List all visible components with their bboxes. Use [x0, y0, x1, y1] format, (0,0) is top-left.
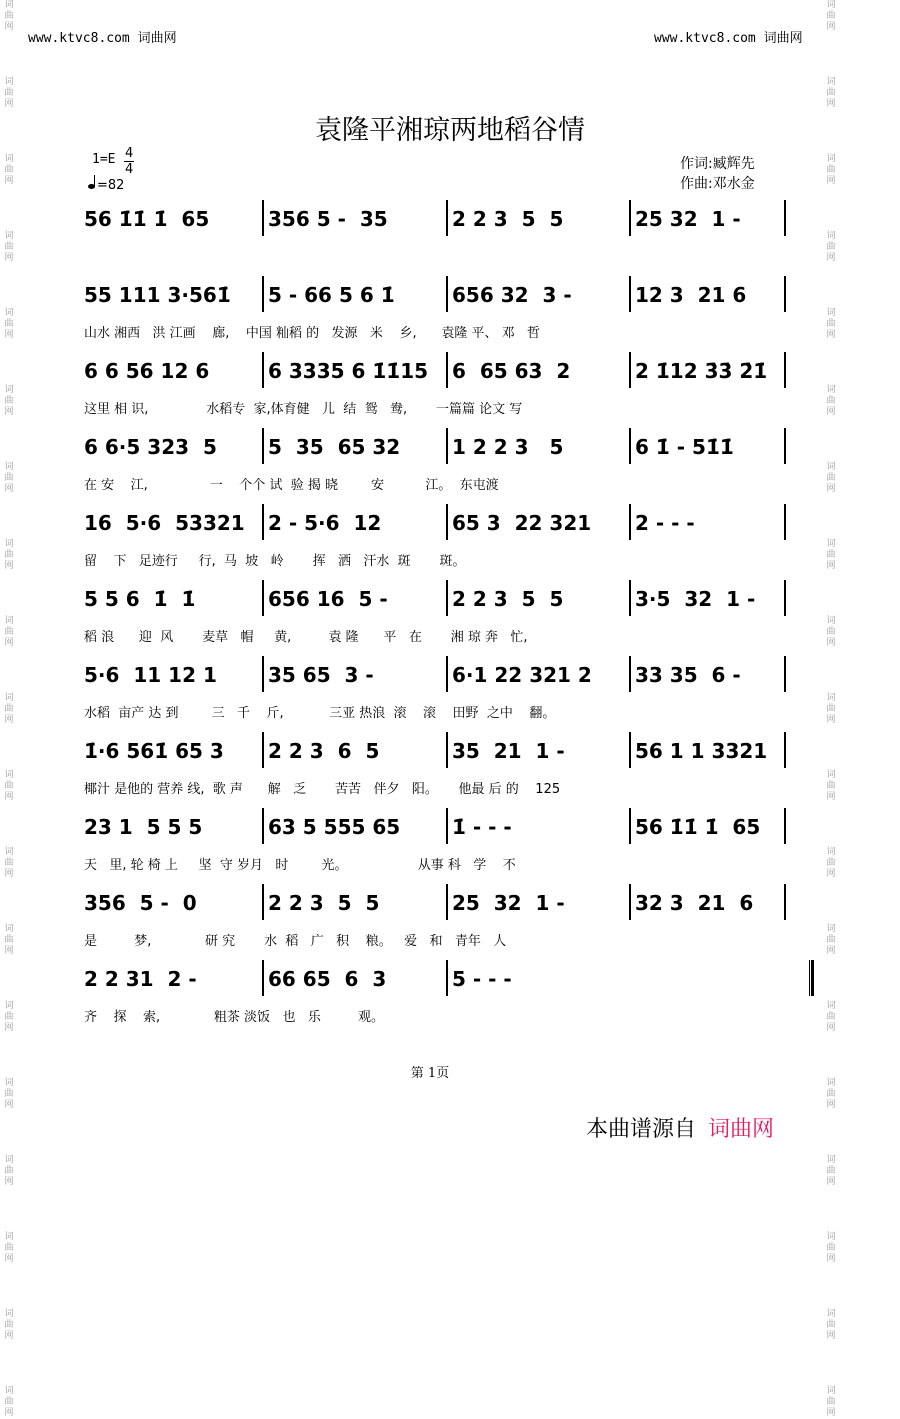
measure: 1 2 2 3 5: [452, 435, 564, 459]
barline: [262, 808, 264, 844]
measure: 5 35 65 32: [268, 435, 401, 459]
barline: [784, 580, 786, 616]
barline: [262, 276, 264, 312]
barline: [629, 580, 631, 616]
barline: [262, 656, 264, 692]
lyric-line: 稻 浪 迎 风 麦草 帽 黄, 袁 隆 平 在 湘 琼 奔 忙,: [84, 630, 528, 645]
barline: [629, 504, 631, 540]
score-row: [84, 662, 784, 702]
measure: 33 35 6 -: [635, 663, 741, 687]
measure: 6 1̇ - 51̇1̇: [635, 435, 734, 459]
barline: [629, 276, 631, 312]
score-row: [84, 890, 784, 930]
song-title: 袁隆平湘琼两地稻谷情: [315, 115, 585, 146]
barline: [629, 808, 631, 844]
barline: [446, 276, 448, 312]
measure: 2 - - -: [635, 511, 695, 535]
measure: 6·1 22 321 2: [452, 663, 592, 687]
score-row: [84, 738, 784, 778]
measure: 1̇·6 561̇ 65 3: [84, 739, 224, 763]
tempo-value: =82: [97, 178, 125, 193]
barline: [262, 732, 264, 768]
source-credit: [586, 1112, 774, 1143]
barline: [629, 656, 631, 692]
measure: 6 65 63 2: [452, 359, 571, 383]
score-row: [84, 358, 784, 398]
barline: [262, 580, 264, 616]
barline: [446, 808, 448, 844]
barline: [629, 352, 631, 388]
time-signature-top: 4: [125, 146, 134, 161]
measure: 2 2 3 5 5: [452, 207, 564, 231]
measure: 66 65 6 3: [268, 967, 387, 991]
measure: 23 1 5 5 5: [84, 815, 203, 839]
measure: 2 2 3 5 5: [268, 891, 380, 915]
barline: [262, 960, 264, 996]
measure: 6 3335 6 1̇1̇15: [268, 359, 429, 383]
measure: 65 3 22 321: [452, 511, 592, 535]
score-row: [84, 586, 784, 626]
lyric-line: 是 梦, 研 究 水 稻 广 积 粮。 爱 和 青年 人: [84, 934, 507, 949]
measure: 5 - 66 5 6 1̇: [268, 283, 395, 307]
source-brand-link[interactable]: 词曲网: [708, 1117, 775, 1142]
score-row: [84, 966, 784, 1006]
measure: 6 6 56 12 6: [84, 359, 210, 383]
barline: [262, 428, 264, 464]
measure: 6 6·5 323 5: [84, 435, 217, 459]
barline: [446, 884, 448, 920]
barline: [784, 276, 786, 312]
measure: 2 - 5·6 12: [268, 511, 382, 535]
barline: [629, 884, 631, 920]
measure: 2 2 31 2 -: [84, 967, 197, 991]
barline: [784, 428, 786, 464]
score-row: [84, 282, 784, 322]
barline: [784, 656, 786, 692]
score-body: [84, 0, 784, 1169]
barline: [784, 352, 786, 388]
barline: [629, 732, 631, 768]
measure: 5 - - -: [452, 967, 512, 991]
final-barline: [809, 960, 814, 996]
measure: 35 65 3 -: [268, 663, 374, 687]
measure: 5·6 11 12 1: [84, 663, 217, 687]
measure: 25 32 1 -: [452, 891, 565, 915]
key-signature: 1=E: [92, 152, 116, 167]
time-signature-bottom: 4: [125, 162, 134, 177]
lyricist: 作词:臧辉先: [680, 156, 755, 172]
barline: [446, 732, 448, 768]
lyric-line: 齐 探 索, 粗茶 淡饭 也 乐 观。: [84, 1010, 385, 1025]
barline: [446, 352, 448, 388]
measure: 63 5 555 65: [268, 815, 401, 839]
measure: 5 5 6 1̇ 1̇: [84, 587, 196, 611]
measure: 16 5·6 53321: [84, 511, 245, 535]
measure: 656 16 5 -: [268, 587, 388, 611]
measure: 2 2 3 5 5: [452, 587, 564, 611]
barline: [629, 428, 631, 464]
lyric-line: 天 里, 轮 椅 上 坚 守 岁月 时 光。 从事 科 学 不: [84, 858, 516, 873]
lyric-line: 水稻 亩产 达 到 三 千 斤, 三亚 热浪 滚 滚 田野 之中 翻。: [84, 706, 556, 721]
measure: 2 1̇12 3̇3̇ 2̇1̇: [635, 359, 768, 383]
measure: 3·5 32 1 -: [635, 587, 756, 611]
lyric-line: 山水 湘西 洪 江画 廊, 中国 籼稻 的 发源 米 乡, 袁隆 平、 邓 哲: [84, 326, 541, 341]
measure: 56 1̇1̇ 1̇ 65: [84, 207, 210, 231]
lyric-line: 椰汁 是他的 营养 线, 歌 声 解 乏 苦苦 伴夕 阳。 他最 后 的 125: [84, 782, 561, 797]
score-row: [84, 510, 784, 550]
header-url-left[interactable]: www.ktvc8.com 词曲网: [28, 31, 177, 46]
measure: 1̇ - - -: [452, 815, 512, 839]
barline: [446, 200, 448, 236]
measure: 356 5 - 35: [268, 207, 388, 231]
measure: 356 5 - 0: [84, 891, 197, 915]
barline: [446, 960, 448, 996]
source-label: 本曲谱源自: [586, 1117, 697, 1142]
barline: [784, 884, 786, 920]
barline: [262, 504, 264, 540]
barline: [446, 504, 448, 540]
lyric-line: 留 下 足迹行 行, 马 坡 岭 挥 洒 汗水 斑 斑。: [84, 554, 466, 569]
barline: [784, 504, 786, 540]
score-row: [84, 814, 784, 854]
score-row: [84, 206, 784, 246]
measure: 25 32 1 -: [635, 207, 741, 231]
watermark-strip-left: 词 曲 网 词 曲 网 词 曲 网 词 曲 网 词 曲 网 词 曲 网 词 曲 网 词 曲 网 词 曲 网 词 曲 网 词 曲 网 词 曲 网 词 曲 网 词 曲 网 词 曲 网 词 曲 网 词 曲 网 词 曲 网 词 曲 网: [4, 0, 14, 1418]
measure: 656 32 3 -: [452, 283, 572, 307]
page-number: 第 1页: [410, 1066, 450, 1081]
barline: [262, 200, 264, 236]
barline: [629, 200, 631, 236]
barline: [262, 352, 264, 388]
header-url-right[interactable]: www.ktvc8.com 词曲网: [654, 31, 803, 46]
barline: [784, 808, 786, 844]
measure: 35 21 1 -: [452, 739, 565, 763]
watermark-strip-right: 词 曲 网 词 曲 网 词 曲 网 词 曲 网 词 曲 网 词 曲 网 词 曲 网 词 曲 网 词 曲 网 词 曲 网 词 曲 网 词 曲 网 词 曲 网 词 曲 网 词 曲 网 词 曲 网 词 曲 网 词 曲 网 词 曲 网: [826, 0, 836, 1418]
barline: [784, 732, 786, 768]
barline: [262, 884, 264, 920]
lyric-line: 在 安 江, 一 个个 试 验 揭 晓 安 江。 东屯渡: [84, 478, 499, 493]
barline: [446, 428, 448, 464]
measure: 56 1 1 3321: [635, 739, 768, 763]
measure: 56 1̇1̇ 1̇ 65: [635, 815, 761, 839]
score-row: [84, 434, 784, 474]
measure: 55 111 3·561̇: [84, 283, 231, 307]
barline: [446, 580, 448, 616]
measure: 12 3 21 6: [635, 283, 747, 307]
lyric-line: 这里 相 识, 水稻专 家,体育健 儿 结 鸳 鸯, 一篇篇 论文 写: [84, 402, 523, 417]
barline: [784, 200, 786, 236]
composer: 作曲:邓水金: [680, 176, 755, 192]
barline: [446, 656, 448, 692]
measure: 2 2 3 6 5: [268, 739, 380, 763]
measure: 32 3 21 6: [635, 891, 754, 915]
